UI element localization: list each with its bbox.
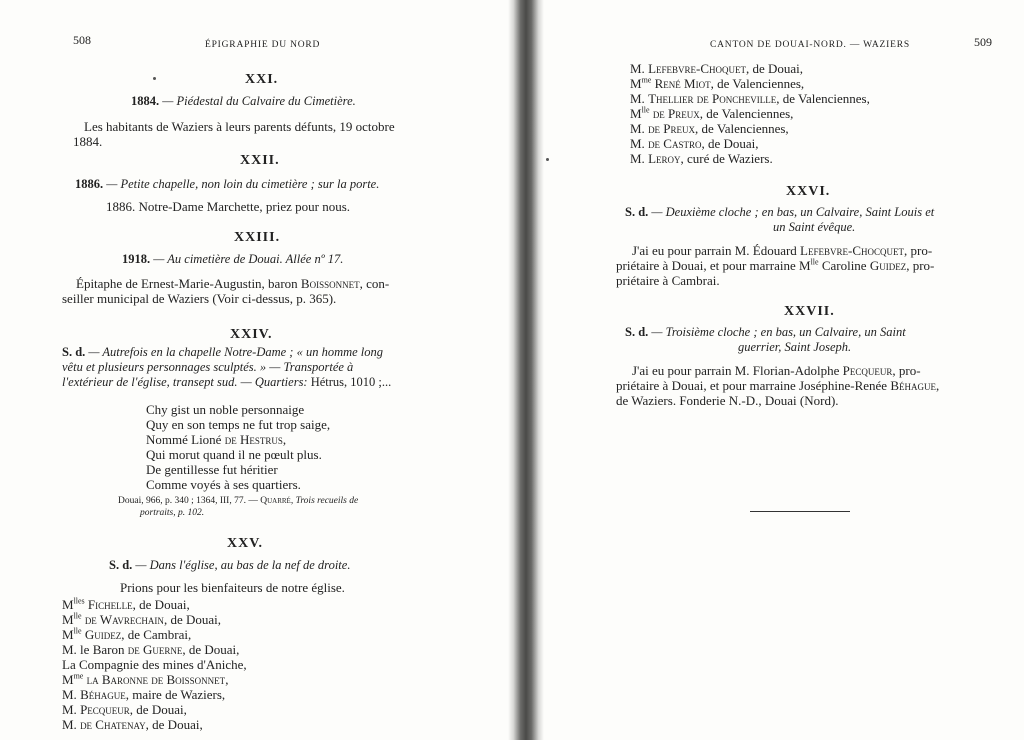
inscription-line: de Waziers. Fonderie N.-D., Douai (Nord).	[616, 393, 839, 408]
section-header-xxii: 1886. — Petite chapelle, non loin du cimetière ; sur la porte.	[75, 177, 380, 191]
name-entry: M. le Baron de Guerne, de Douai,	[62, 642, 240, 657]
inscription-line: Les habitants de Waziers à leurs parents défunts, 19 octobre	[84, 119, 395, 134]
section-number-xxii: XXII.	[240, 153, 280, 168]
name-entry: $M^{me}$ la Baronne de Boissonnet,	[62, 671, 229, 687]
verse-line: Quy en son temps ne fut trop saige,	[146, 417, 331, 432]
name-entry: M. Béhague, maire de Waziers,	[62, 687, 226, 702]
inscription-line: 1886. Notre-Dame Marchette, priez pour nous.	[106, 199, 351, 214]
section-header-xxiii: 1918. — Au cimetière de Douai. Allée nº 17.	[122, 252, 344, 266]
right-page	[540, 0, 1024, 740]
section-header-xxvi-line2: un Saint évêque.	[773, 220, 856, 234]
name-entry: $M^{lle}$ de Preux, de Valenciennes,	[630, 105, 794, 121]
running-head: CANTON DE DOUAI-NORD. — WAZIERS	[710, 40, 910, 50]
section-header-xxiv-line2: vêtu et plusieurs personnages sculptés. » — Transportée à	[62, 360, 354, 374]
name-entry: M. Thellier de Poncheville, de Valenciennes,	[630, 91, 870, 106]
verse-line: Comme voyés à ses quartiers.	[146, 477, 301, 492]
citation: portraits, p. 102.	[140, 508, 205, 518]
inscription-line: priétaire à Douai, et pour marraine $M^{lle}$ Caroline Guidez, pro-	[616, 257, 935, 273]
inscription-line: Prions pour les bienfaiteurs de notre église.	[120, 580, 345, 595]
section-header-xxiv-line3: l'extérieur de l'église, transept sud. — Quartiers: Hétrus, 1010 ;...	[62, 375, 392, 389]
section-header-xxvii-line2: guerrier, Saint Joseph.	[738, 340, 852, 354]
name-entry: M. de Chatenay, de Douai,	[62, 717, 203, 732]
section-number-xxi: XXI.	[245, 72, 279, 87]
name-entry: $M^{me}$ René Miot, de Valenciennes,	[630, 75, 805, 91]
section-number-xxvi: XXVI.	[786, 184, 831, 199]
verse-line: De gentillesse fut héritier	[146, 462, 278, 477]
name-entry: M. de Preux, de Valenciennes,	[630, 121, 789, 136]
citation: Douai, 966, p. 340 ; 1364, III, 77. — Quarré, Trois recueils de	[118, 496, 359, 506]
name-entry: $M^{lle}$ Guidez, de Cambrai,	[62, 626, 192, 642]
section-number-xxv: XXV.	[227, 536, 264, 551]
book-gutter	[508, 0, 544, 740]
speck	[153, 77, 156, 80]
name-entry: M. de Castro, de Douai,	[630, 136, 759, 151]
end-rule	[750, 511, 850, 512]
section-header-xxi: 1884. — Piédestal du Calvaire du Cimetière.	[131, 94, 356, 108]
name-entry: La Compagnie des mines d'Aniche,	[62, 657, 247, 672]
verse-line: Chy gist un noble personnaige	[146, 402, 305, 417]
name-entry: M. Leroy, curé de Waziers.	[630, 151, 773, 166]
inscription-line: priétaire à Douai, et pour marraine Joséphine-Renée Béhague,	[616, 378, 940, 393]
page-number: 508	[73, 33, 91, 47]
section-header-xxvii: S. d. — Troisième cloche ; en bas, un Calvaire, un Saint	[625, 325, 906, 339]
speck	[546, 158, 549, 161]
running-head: ÉPIGRAPHIE DU NORD	[205, 40, 321, 50]
inscription-line: Épitaphe de Ernest-Marie-Augustin, baron Boissonnet, con-	[76, 276, 390, 291]
section-number-xxvii: XXVII.	[784, 304, 835, 319]
section-number-xxiii: XXIII.	[234, 230, 281, 245]
section-header-xxv: S. d. — Dans l'église, au bas de la nef de droite.	[109, 558, 351, 572]
inscription-line: J'ai eu pour parrain M. Édouard Lefebvre-Chocquet, pro-	[632, 243, 933, 258]
name-entry: $M^{lle}$ de Wavrechain, de Douai,	[62, 611, 221, 627]
verse-line: Nommé Lioné de Hestrus,	[146, 432, 287, 447]
name-entry: M. Lefebvre-Choquet, de Douai,	[630, 61, 804, 76]
name-entry: M. Pecqueur, de Douai,	[62, 702, 187, 717]
inscription-line: 1884.	[73, 134, 103, 149]
name-entry: $M^{lles}$ Fichelle, de Douai,	[62, 596, 190, 612]
verse-line: Qui morut quand il ne pœult plus.	[146, 447, 322, 462]
inscription-line: seiller municipal de Waziers (Voir ci-dessus, p. 365).	[62, 291, 337, 306]
section-header-xxvi: S. d. — Deuxième cloche ; en bas, un Calvaire, Saint Louis et	[625, 205, 935, 219]
section-header-xxiv: S. d. — Autrefois en la chapelle Notre-Dame ; « un homme long	[62, 345, 384, 359]
inscription-line: priétaire à Cambrai.	[616, 273, 720, 288]
page-number: 509	[974, 35, 992, 49]
inscription-line: J'ai eu pour parrain M. Florian-Adolphe Pecqueur, pro-	[632, 363, 921, 378]
section-number-xxiv: XXIV.	[230, 327, 273, 342]
left-page	[0, 0, 510, 740]
